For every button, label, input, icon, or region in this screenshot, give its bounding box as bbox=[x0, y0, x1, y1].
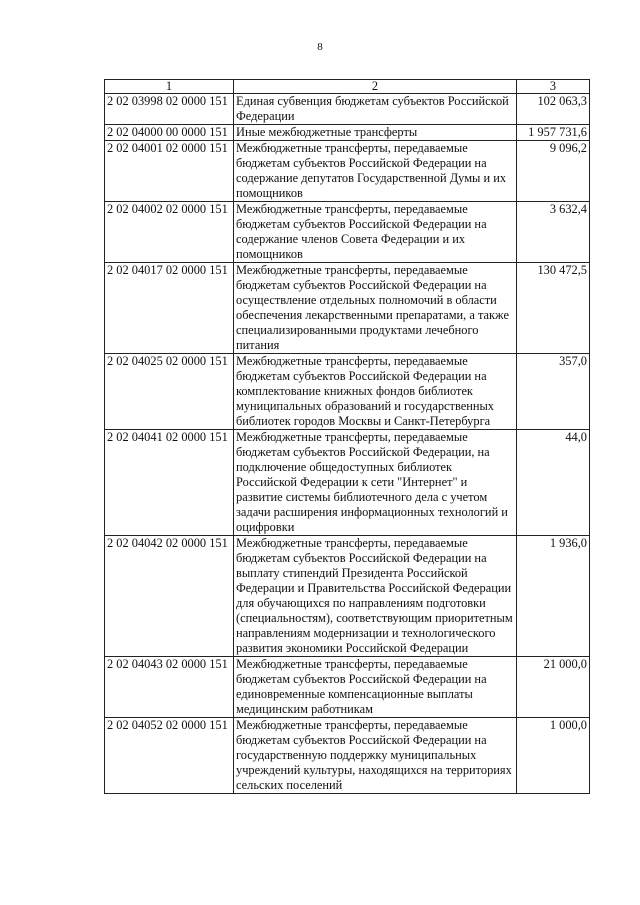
table-row bbox=[105, 125, 590, 141]
budget-description: Межбюджетные трансферты, передаваемые бюджетам субъектов Российской Федерации на выплату стипендий Президента Российской Федерации и Правительства Российской Федерации для обучающихся по направлениям подготовки (специальностям), соответствующим приоритетным направлениям модернизации и технологического развития экономики Российской Федерации bbox=[234, 536, 517, 657]
budget-amount: 3 632,4 bbox=[517, 202, 590, 263]
budget-description: Межбюджетные трансферты, передаваемые бюджетам субъектов Российской Федерации на содержание членов Совета Федерации и их помощников bbox=[234, 202, 517, 263]
budget-amount: 1 936,0 bbox=[517, 536, 590, 657]
table-row bbox=[105, 94, 590, 125]
budget-code: 2 02 04043 02 0000 151 bbox=[105, 657, 234, 718]
budget-amount: 1 000,0 bbox=[517, 718, 590, 794]
budget-amount: 44,0 bbox=[517, 430, 590, 536]
table-row bbox=[105, 718, 590, 794]
table-header-row bbox=[105, 80, 590, 94]
column-header-description: 2 bbox=[234, 80, 517, 94]
budget-code: 2 02 04000 00 0000 151 bbox=[105, 125, 234, 141]
budget-description: Иные межбюджетные трансферты bbox=[234, 125, 517, 141]
table-row bbox=[105, 263, 590, 354]
table-row bbox=[105, 202, 590, 263]
column-header-amount: 3 bbox=[517, 80, 590, 94]
budget-description: Межбюджетные трансферты, передаваемые бюджетам субъектов Российской Федерации на единовременные компенсационные выплаты медицинским работникам bbox=[234, 657, 517, 718]
budget-description: Межбюджетные трансферты, передаваемые бюджетам субъектов Российской Федерации на осуществление отдельных полномочий в области обеспечения лекарственными препаратами, а также специализированными продуктами лечебного питания bbox=[234, 263, 517, 354]
budget-description: Межбюджетные трансферты, передаваемые бюджетам субъектов Российской Федерации, на подключение общедоступных библиотек Российской Федерации к сети "Интернет" и развитие системы библиотечного дела с учетом задачи расширения информационных технологий и оцифровки bbox=[234, 430, 517, 536]
budget-description: Межбюджетные трансферты, передаваемые бюджетам субъектов Российской Федерации на комплектование книжных фондов библиотек муниципальных образований и государственных библиотек городов Москвы и Санкт-Петербурга bbox=[234, 354, 517, 430]
budget-amount: 1 957 731,6 bbox=[517, 125, 590, 141]
table-row bbox=[105, 430, 590, 536]
budget-description: Межбюджетные трансферты, передаваемые бюджетам субъектов Российской Федерации на государственную поддержку муниципальных учреждений культуры, находящихся на территориях сельских поселений bbox=[234, 718, 517, 794]
budget-amount: 130 472,5 bbox=[517, 263, 590, 354]
budget-amount: 21 000,0 bbox=[517, 657, 590, 718]
budget-code: 2 02 04001 02 0000 151 bbox=[105, 141, 234, 202]
budget-code: 2 02 04052 02 0000 151 bbox=[105, 718, 234, 794]
table-row bbox=[105, 657, 590, 718]
budget-amount: 102 063,3 bbox=[517, 94, 590, 125]
page-number: 8 bbox=[317, 41, 323, 53]
budget-code: 2 02 04025 02 0000 151 bbox=[105, 354, 234, 430]
budget-description: Единая субвенция бюджетам субъектов Российской Федерации bbox=[234, 94, 517, 125]
table-row bbox=[105, 354, 590, 430]
column-header-code: 1 bbox=[105, 80, 234, 94]
budget-amount: 357,0 bbox=[517, 354, 590, 430]
budget-table bbox=[104, 79, 590, 794]
budget-code: 2 02 04042 02 0000 151 bbox=[105, 536, 234, 657]
budget-code: 2 02 04002 02 0000 151 bbox=[105, 202, 234, 263]
budget-code: 2 02 03998 02 0000 151 bbox=[105, 94, 234, 125]
budget-description: Межбюджетные трансферты, передаваемые бюджетам субъектов Российской Федерации на содержание депутатов Государственной Думы и их помощников bbox=[234, 141, 517, 202]
table-row bbox=[105, 536, 590, 657]
budget-code: 2 02 04017 02 0000 151 bbox=[105, 263, 234, 354]
table-row bbox=[105, 141, 590, 202]
budget-code: 2 02 04041 02 0000 151 bbox=[105, 430, 234, 536]
budget-amount: 9 096,2 bbox=[517, 141, 590, 202]
